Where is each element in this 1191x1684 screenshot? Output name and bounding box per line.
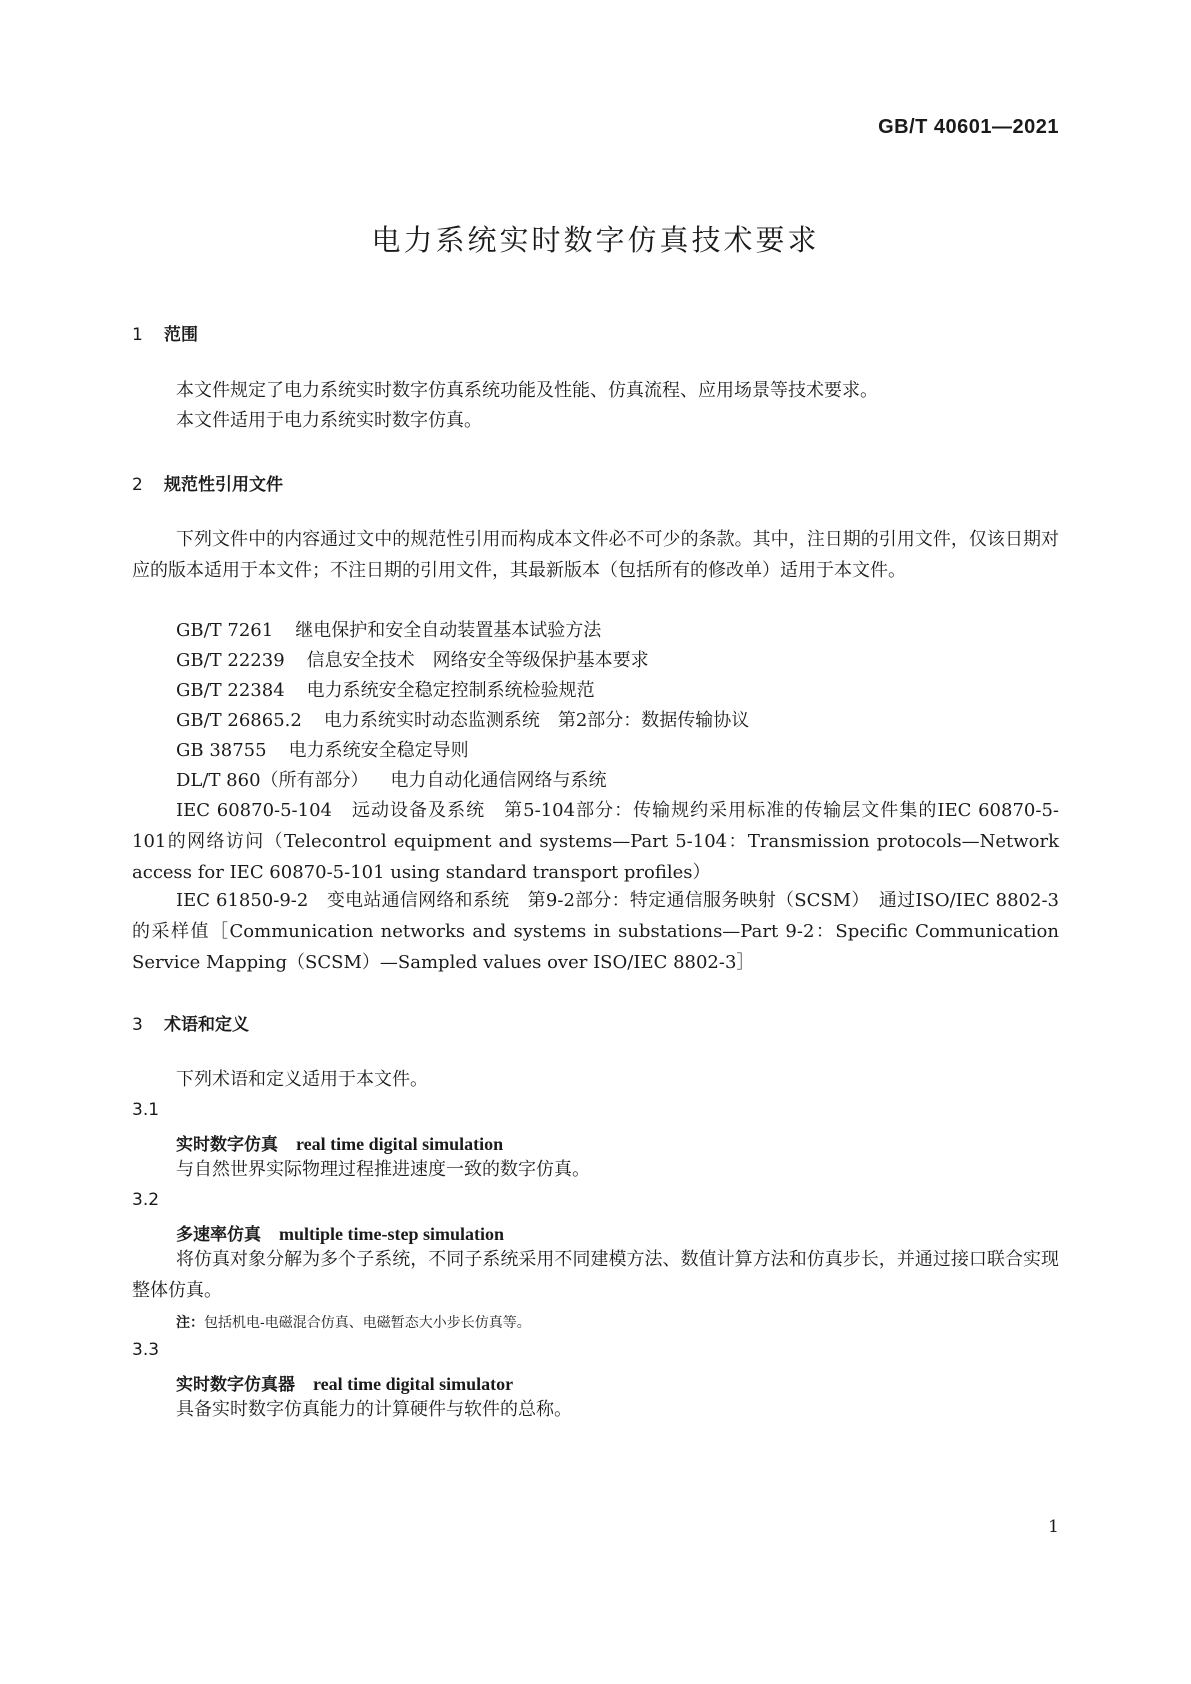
section-2-heading	[132, 470, 283, 495]
reference-code: GB/T 26865.2	[176, 710, 302, 731]
term-zh: 实时数字仿真	[176, 1135, 278, 1155]
reference-item	[176, 735, 469, 766]
section-number: 2	[132, 475, 143, 495]
section-number: 1	[132, 325, 143, 345]
reference-item	[176, 705, 749, 736]
scope-paragraph-2: 本文件适用于电力系统实时数字仿真。	[176, 410, 482, 431]
term-heading	[176, 1220, 504, 1245]
term-definition: 将仿真对象分解为多个子系统，不同子系统采用不同建模方法、数值计算方法和仿真步长，并通过接口联合实现整体仿真。	[132, 1249, 1059, 1301]
reference-code: GB/T 7261	[176, 620, 274, 641]
section-title: 术语和定义	[164, 1015, 249, 1035]
reference-title: 电力系统安全稳定控制系统检验规范	[306, 680, 595, 701]
term-heading	[176, 1370, 513, 1395]
reference-item	[176, 645, 649, 676]
reference-code: GB/T 22239	[176, 650, 285, 671]
term-number: 3.1	[132, 1100, 160, 1120]
reference-title: 信息安全技术 网络安全等级保护基本要求	[306, 650, 649, 671]
term-heading	[176, 1130, 503, 1155]
reference-title: 电力系统安全稳定导则	[288, 740, 469, 761]
section-3-heading	[132, 1010, 249, 1035]
reference-item	[176, 675, 595, 706]
page-number: 1	[1048, 1517, 1059, 1537]
reference-title: 电力自动化通信网络与系统	[390, 770, 607, 791]
term-definition: 具备实时数字仿真能力的计算硬件与软件的总称。	[176, 1399, 572, 1420]
reference-title: 继电保护和安全自动装置基本试验方法	[295, 620, 602, 641]
term-note	[176, 1312, 531, 1332]
note-text: 包括机电-电磁混合仿真、电磁暂态大小步长仿真等。	[204, 1315, 531, 1331]
term-en: multiple time-step simulation	[279, 1224, 504, 1244]
section-title: 规范性引用文件	[164, 475, 283, 495]
reference-item	[176, 615, 601, 646]
reference-item	[176, 765, 607, 796]
reference-code: GB/T 22384	[176, 680, 285, 701]
scope-paragraph-1: 本文件规定了电力系统实时数字仿真系统功能及性能、仿真流程、应用场景等技术要求。	[176, 380, 878, 401]
normative-references-intro: 下列文件中的内容通过文中的规范性引用而构成本文件必不可少的条款。其中，注日期的引用文件，仅该日期对应的版本适用于本文件；不注日期的引用文件，其最新版本（包括所有的修改单）适用于本文件。	[132, 529, 1059, 581]
note-label: 注：	[176, 1315, 204, 1331]
standard-number: GB/T 40601—2021	[878, 116, 1059, 138]
reference-code: DL/T 860（所有部分）	[176, 770, 369, 791]
term-definition: 与自然世界实际物理过程推进速度一致的数字仿真。	[176, 1159, 590, 1180]
section-1-heading	[132, 320, 198, 345]
reference-item-iec-60870: IEC 60870-5-104 远动设备及系统 第5-104部分：传输规约采用标准的传输层文件集的IEC 60870-5-101的网络访问（Telecontrol equipment and systems—Part 5-104：Transmission protocols—Network access for IEC 60870-5-101 using standard transport profiles）	[132, 800, 1059, 883]
terms-intro: 下列术语和定义适用于本文件。	[176, 1069, 428, 1090]
term-en: real time digital simulation	[296, 1134, 504, 1154]
reference-title: 电力系统实时动态监测系统 第2部分：数据传输协议	[323, 710, 750, 731]
section-title: 范围	[164, 325, 198, 345]
term-en: real time digital simulator	[313, 1374, 514, 1394]
term-zh: 多速率仿真	[176, 1225, 261, 1245]
reference-item-iec-61850: IEC 61850-9-2 变电站通信网络和系统 第9-2部分：特定通信服务映射（SCSM） 通过ISO/IEC 8802-3的采样值［Communication networks and systems in substations—Part 9-2：Specific Communication Service Mapping（SCSM）—Sampled values over ISO/IEC 8802-3］	[132, 890, 1059, 973]
section-number: 3	[132, 1015, 143, 1035]
term-number: 3.2	[132, 1190, 160, 1210]
term-number: 3.3	[132, 1340, 160, 1360]
term-zh: 实时数字仿真器	[176, 1375, 295, 1395]
document-title: 电力系统实时数字仿真技术要求	[371, 223, 820, 257]
reference-code: GB 38755	[176, 740, 267, 761]
